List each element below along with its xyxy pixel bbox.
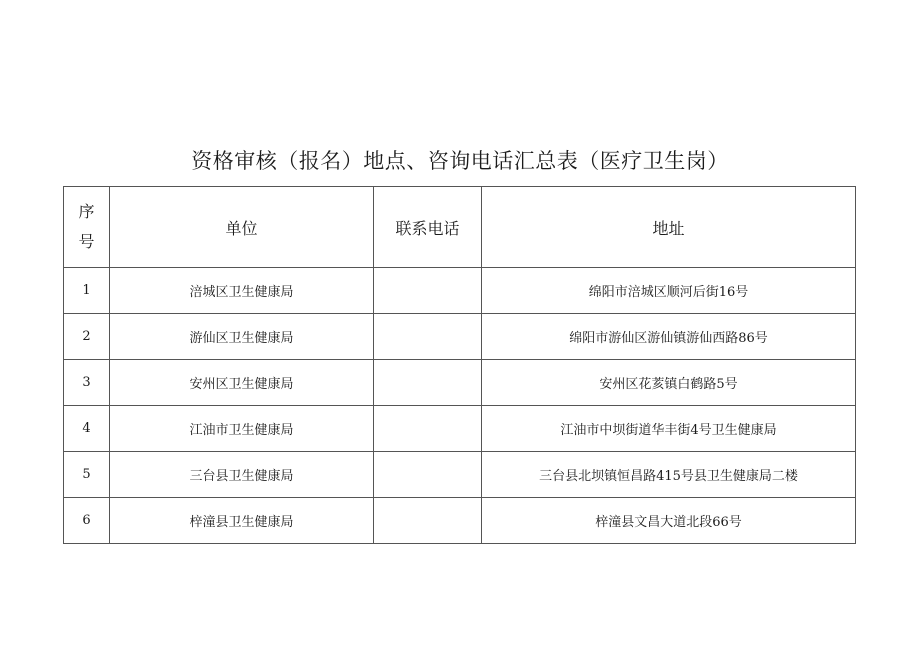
row-unit: 安州区卫生健康局 — [110, 360, 374, 406]
row-unit: 江油市卫生健康局 — [110, 406, 374, 452]
table-row — [64, 268, 856, 314]
header-address: 地址 — [482, 187, 856, 268]
row-number: 6 — [64, 498, 110, 544]
row-address: 绵阳市游仙区游仙镇游仙西路86号 — [482, 314, 856, 360]
row-number: 1 — [64, 268, 110, 314]
row-phone — [374, 406, 482, 452]
table-row — [64, 314, 856, 360]
summary-table — [63, 186, 856, 544]
header-phone: 联系电话 — [374, 187, 482, 268]
row-phone — [374, 268, 482, 314]
row-phone — [374, 498, 482, 544]
row-unit: 涪城区卫生健康局 — [110, 268, 374, 314]
row-address: 安州区花荄镇白鹤路5号 — [482, 360, 856, 406]
row-unit: 梓潼县卫生健康局 — [110, 498, 374, 544]
header-unit: 单位 — [110, 187, 374, 268]
document-title: 资格审核（报名）地点、咨询电话汇总表（医疗卫生岗） — [191, 149, 729, 173]
header-serial-line1: 序 — [78, 202, 95, 221]
row-number: 2 — [64, 314, 110, 360]
header-serial-number — [64, 187, 110, 268]
table-row — [64, 498, 856, 544]
row-phone — [374, 452, 482, 498]
table-row — [64, 452, 856, 498]
row-unit: 游仙区卫生健康局 — [110, 314, 374, 360]
row-number: 3 — [64, 360, 110, 406]
row-address: 三台县北坝镇恒昌路415号县卫生健康局二楼 — [482, 452, 856, 498]
row-unit: 三台县卫生健康局 — [110, 452, 374, 498]
header-serial-line2: 号 — [78, 232, 95, 251]
row-phone — [374, 360, 482, 406]
row-address: 江油市中坝街道华丰街4号卫生健康局 — [482, 406, 856, 452]
table-header-row — [64, 187, 856, 268]
row-number: 4 — [64, 406, 110, 452]
row-phone — [374, 314, 482, 360]
row-number: 5 — [64, 452, 110, 498]
row-address: 绵阳市涪城区顺河后街16号 — [482, 268, 856, 314]
table-row — [64, 360, 856, 406]
row-address: 梓潼县文昌大道北段66号 — [482, 498, 856, 544]
table-row — [64, 406, 856, 452]
